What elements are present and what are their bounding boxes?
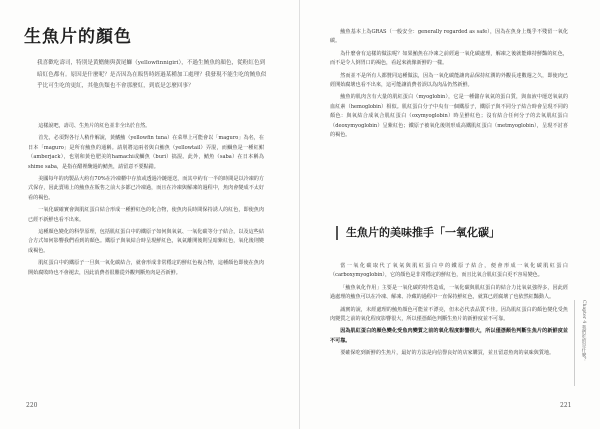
bold-emphasis: 因為肌紅蛋白的顏色變化受魚肉變質之前的氧化程度影響很大，所以僅憑顏色判斷生魚片的新鮮度並不可靠。 — [330, 328, 568, 344]
paragraph: 美國每年的肉製品大約有70%在冷凍櫃中存放或透過冷鏈運送，而其中約有一半的時間是以冷凍的方式保存，因此賣場上的鮪魚在販售之前大多都已冷凍過，而且在冷凍與解凍的過程中，魚肉會變成不太好看的褐色。 — [28, 176, 264, 201]
section-title: 生魚片的美味推手「一氧化碳」 — [336, 226, 500, 240]
paragraph: 要確保吃到新鮮的生魚片，最好的方法是向信譽良好的店家購買，並且留意魚肉的氣味與質地。 — [340, 350, 555, 357]
paragraph: 然而並不是所有人都贊同這種做法，因為一氧化碳能讓肉品保持紅潤的外觀長達數週之久，即使肉已經開始腐壞也看不出來，這可能讓消費者誤以為肉品仍然新鮮。 — [330, 72, 568, 89]
paragraph — [330, 306, 568, 325]
left-body-text — [28, 122, 264, 410]
paragraph: 當一氧化碳取代了氧氣與肌紅蛋白中的鐵原子結合，便會形成一氧化碳肌紅蛋白（carboxymyoglobin），它的顏色是非常穩定的鮮紅色，而且比氧合肌紅蛋白更不容易變色。 — [330, 263, 568, 279]
paragraph: 肌紅蛋白中的鐵原子一旦與一氧化碳結合，就會形成非常穩定的鮮紅色複合物，這種顏色即使在魚肉開始腐敗時也不會褪去，因此消費者很難從外觀判斷魚肉是否新鮮。 — [28, 260, 264, 276]
paragraph: 鮪魚基本上為GRAS（一般安全：generally regarded as safe），因為在魚身上幾乎不殘留一氧化碳。 — [330, 29, 568, 45]
paragraph: 「鮪魚氧化作用」主要是一氧化碳的特性造成，一氧化碳與肌紅蛋白的結合力比氧氣強得多，因此經過處理的鮪魚可以在冷凍、解凍、冷藏的過程中一直保持鮮紅色，就算已經腐壞了也依然紅豔動人。 — [330, 284, 568, 301]
paragraph: 鮪魚的肌肉含有大量的肌紅蛋白（myoglobin），它是一種儲存氧氣的蛋白質，與血液中運送氧氣的血紅素（hemoglobin）相似。肌紅蛋白分子中央有一個鐵原子，鐵原子與不同分子結合時會呈現不同的顏色：與氧結合成氧合肌紅蛋白（oxymyoglobin）時呈鮮紅色；沒有結合任何分子的去氧肌紅蛋白（deoxymyoglobin）呈紫紅色；鐵原子被氧化後則形成高鐵肌紅蛋白（metmyoglobin），呈現不討喜的褐色。 — [330, 94, 568, 139]
paragraph: 首先，必須對各行人稍作解說，黃鰭鮪（yellowfin tuna）在菜單上可能會以「maguro」為名，在日本「maguro」是所有鮪魚的通稱。請別將這兩者與白鮪魚（yellowtail）弄混，而鰤魚是一種紅魽（amberjack），也別和黃色肥美的hamachi或鰤魚（buri）搞混。此外，鯖魚（saba）在日本稱為 shime saba，是指在醋裡醃過的鯖魚，請留意不要點錯。 — [28, 135, 264, 170]
chapter-side-tab: Chapter 4 我們吃的是什麼？ — [574, 300, 586, 386]
paragraph-text: 誠實的說，未經處理的鮪魚顏色可能並不漂亮，但未必代表品質不佳。因為肌紅蛋白的顏色變化受魚肉變質之前的氧化程度影響很大，所以僅憑顏色判斷生魚片的新鮮度並不可靠。 — [330, 306, 568, 323]
page-number-left: 220 — [26, 402, 38, 409]
chapter-title: 生魚片的顏色 — [24, 27, 132, 47]
paragraph: 為什麼會有這樣的做法呢？如果鮪魚在冷凍之前經過一氧化碳處理，解凍之後就能維持鮮豔的紅色，而不是令人倒胃口的褐色，看起來就像新鮮的一樣。 — [330, 50, 568, 67]
paragraph — [330, 327, 568, 346]
paragraph: 這種顏色變化的科學原理，包括肌紅蛋白中的鐵原子如何與氧氣、一氧化碳等分子結合，以及這些結合方式如何影響我們看到的顏色。鐵原子與氧結合時呈現鮮紅色，氧氣離開後則呈暗紫紅色，氧化後則變成褐色。 — [28, 229, 264, 254]
page-number-right: 221 — [560, 402, 572, 409]
right-body-text-top — [330, 28, 568, 223]
intro-quote: 我喜歡吃壽司，特別是黃鰭鮪與黃尾鰤（yellowfinnigiri），不過生鮪魚的顏色，從粉紅色到暗紅色都有。原因是什麼呢？是否因為在販售時經過某種加工處理？我發現不能生吃的鮪魚似乎比可生吃的更紅，其他魚類也不會那麼紅，到底是怎麼回事？ — [37, 60, 267, 90]
right-body-text-bottom — [330, 262, 568, 402]
paragraph: 一氧化碳確實會與肌紅蛋白結合形成一種鮮紅色的化合物，使魚肉長時間保持誘人的紅色，即使魚肉已經不新鮮也看不出來。 — [28, 207, 264, 223]
paragraph: 這樣說吧，壽司、生魚片的紅色並非全出於自然。 — [38, 123, 151, 129]
